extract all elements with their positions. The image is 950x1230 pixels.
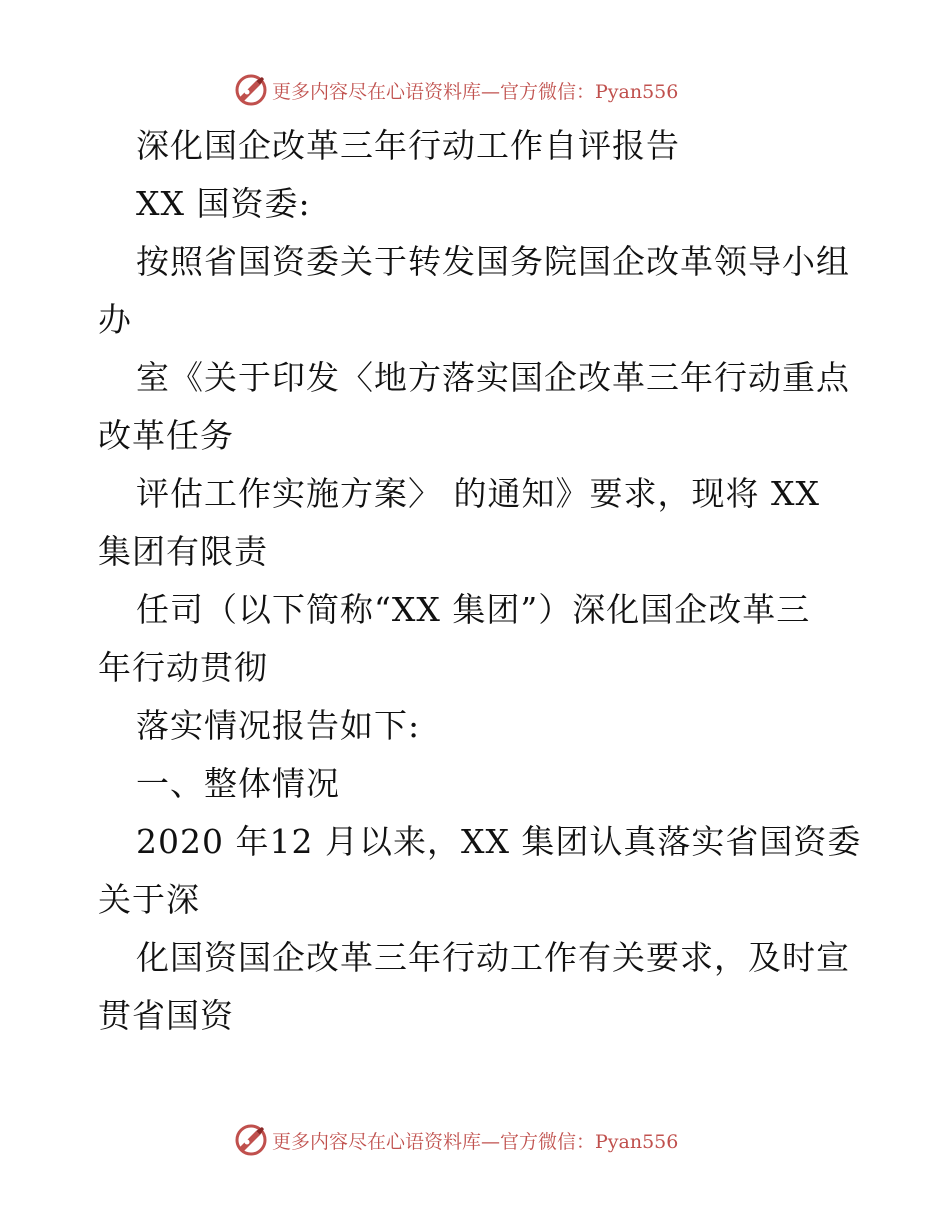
watermark-text: 更多内容尽在心语资料库—官方微信：Pyan556 <box>272 1130 679 1153</box>
section-heading: 一、整体情况 <box>136 764 340 803</box>
doc-line: 任司（以下简称“XX 集团”）深化国企改革三 <box>136 590 811 629</box>
doc-line: 室《关于印发〈地方落实国企改革三年行动重点 <box>136 358 850 397</box>
doc-line: 贯省国资 <box>98 996 234 1035</box>
doc-line: 按照省国资委关于转发国务院国企改革领导小组 <box>136 242 850 281</box>
doc-line: 关于深 <box>98 880 200 919</box>
doc-line: 2020 年12 月以来，XX 集团认真落实省国资委 <box>136 822 862 861</box>
doc-line: 办 <box>98 300 132 339</box>
doc-line: 落实情况报告如下: <box>136 706 421 745</box>
doc-line: XX 国资委: <box>136 184 311 223</box>
watermark-logo-icon <box>234 1123 268 1157</box>
watermark-footer <box>234 1122 678 1158</box>
watermark-header <box>234 72 678 108</box>
watermark-logo-icon <box>234 73 268 107</box>
doc-line: 年行动贯彻 <box>98 648 268 687</box>
doc-title: 深化国企改革三年行动工作自评报告 <box>136 126 680 165</box>
watermark-text: 更多内容尽在心语资料库—官方微信：Pyan556 <box>272 80 679 103</box>
doc-line: 化国资国企改革三年行动工作有关要求，及时宣 <box>136 938 850 977</box>
doc-line: 改革任务 <box>98 416 234 455</box>
doc-line: 集团有限责 <box>98 532 268 571</box>
doc-line: 评估工作实施方案〉 的通知》要求，现将 XX <box>136 474 820 513</box>
